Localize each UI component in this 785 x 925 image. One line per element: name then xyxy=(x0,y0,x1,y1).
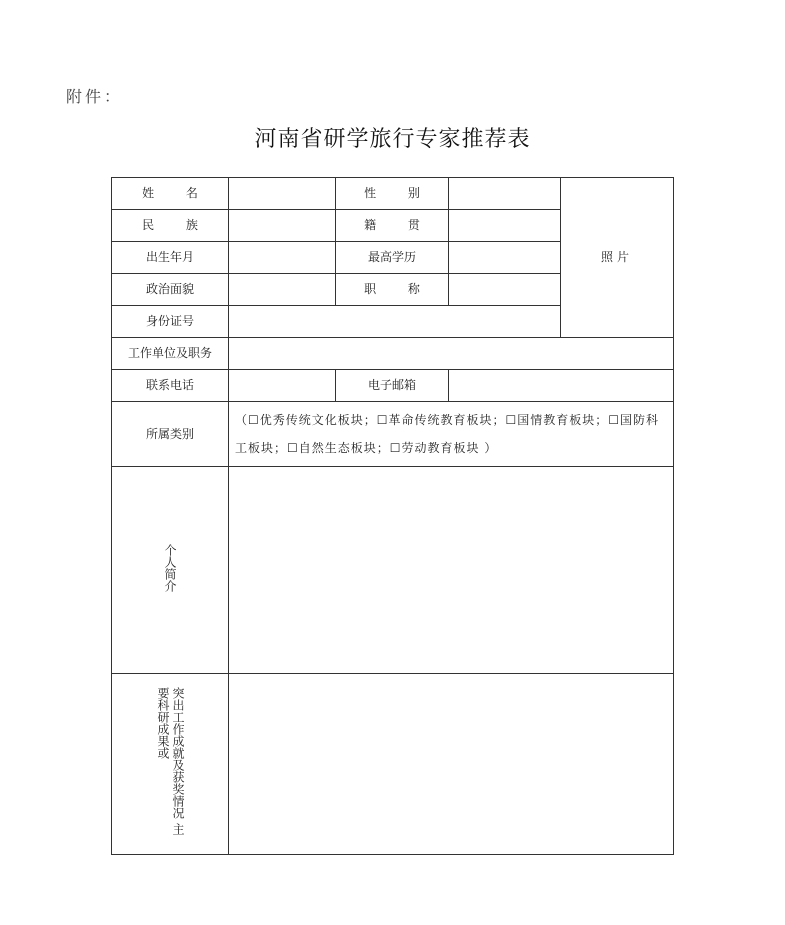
label-native-place: 籍 贯 xyxy=(336,210,449,242)
label-email: 电子邮箱 xyxy=(336,370,449,402)
label-birth-date: 出生年月 xyxy=(112,242,229,274)
label-bio: 个人简介 xyxy=(163,544,177,593)
label-name: 姓 名 xyxy=(112,178,229,210)
label-political-status: 政治面貌 xyxy=(112,274,229,306)
label-achievements: 突出工作成就及获奖情况 主要科研成果或 xyxy=(156,687,185,836)
label-education: 最高学历 xyxy=(336,242,449,274)
row-achievements xyxy=(112,674,674,855)
value-bio[interactable] xyxy=(229,467,674,674)
label-ethnicity: 民 族 xyxy=(112,210,229,242)
label-phone: 联系电话 xyxy=(112,370,229,402)
row-bio xyxy=(112,467,674,674)
value-job-title[interactable] xyxy=(449,274,561,306)
row-phone-email xyxy=(112,370,674,402)
value-birth-date[interactable] xyxy=(229,242,336,274)
label-category: 所属类别 xyxy=(112,402,229,467)
row-work-unit xyxy=(112,338,674,370)
label-work-unit: 工作单位及职务 xyxy=(112,338,229,370)
category-options[interactable]: （☐优秀传统文化板块；☐革命传统教育板块；☐国情教育板块；☐国防科工板块；☐自然生态板块；☐劳动教育板块 ） xyxy=(229,402,674,467)
value-political-status[interactable] xyxy=(229,274,336,306)
label-job-title: 职 称 xyxy=(336,274,449,306)
recommendation-form-table xyxy=(111,177,674,855)
form-title: 河南省研学旅行专家推荐表 xyxy=(254,127,531,152)
row-name-gender xyxy=(112,178,674,210)
value-work-unit[interactable] xyxy=(229,338,674,370)
value-native-place[interactable] xyxy=(449,210,561,242)
value-email[interactable] xyxy=(449,370,674,402)
value-id-number[interactable] xyxy=(229,306,561,338)
value-phone[interactable] xyxy=(229,370,336,402)
label-gender: 性 别 xyxy=(336,178,449,210)
label-achievements-cell xyxy=(112,674,229,855)
value-education[interactable] xyxy=(449,242,561,274)
value-name[interactable] xyxy=(229,178,336,210)
attachment-label: 附件： xyxy=(66,87,124,106)
label-id-number: 身份证号 xyxy=(112,306,229,338)
value-achievements[interactable] xyxy=(229,674,674,855)
photo-cell[interactable]: 照片 xyxy=(561,178,674,338)
value-ethnicity[interactable] xyxy=(229,210,336,242)
label-bio-cell xyxy=(112,467,229,674)
row-category xyxy=(112,402,674,467)
value-gender[interactable] xyxy=(449,178,561,210)
